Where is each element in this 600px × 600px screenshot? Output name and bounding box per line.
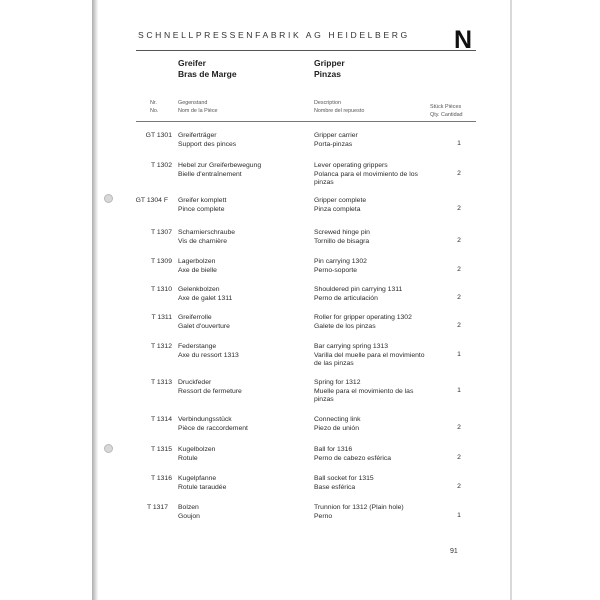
part-name-en: Ball for 1316 bbox=[314, 446, 353, 453]
column-header-desc-es: Nombre del repuesto bbox=[314, 107, 365, 114]
part-number: T 1314 bbox=[150, 416, 172, 423]
column-header-item bbox=[178, 100, 218, 115]
quantity: 2 bbox=[457, 205, 461, 212]
punch-hole bbox=[104, 194, 113, 203]
part-name-es: Muelle para el movimiento de las bbox=[314, 387, 414, 395]
part-name-es2: pinzas bbox=[314, 179, 334, 187]
part-name-de-fr bbox=[178, 314, 298, 331]
part-name-es2: de las pinzas bbox=[314, 360, 354, 368]
column-header-qty-de-fr: Stück Pièces bbox=[430, 104, 462, 110]
quantity: 1 bbox=[457, 512, 461, 519]
part-name-de: Kugelpfanne bbox=[178, 475, 217, 482]
section-letter: N bbox=[454, 26, 473, 54]
part-name-de-fr bbox=[178, 416, 298, 433]
part-name-de: Lagerbolzen bbox=[178, 258, 216, 265]
part-name-es: Tornillo de bisagra bbox=[314, 237, 370, 245]
part-name-en: Roller for gripper operating 1302 bbox=[314, 314, 412, 321]
part-name-es: Perno-soporte bbox=[314, 266, 358, 274]
part-name-de-fr bbox=[178, 286, 298, 303]
title-fr: Bras de Marge bbox=[178, 69, 237, 79]
title-es: Pinzas bbox=[314, 69, 341, 79]
quantity: 2 bbox=[457, 322, 461, 329]
title-en-es bbox=[314, 58, 345, 80]
part-name-de: Bolzen bbox=[178, 504, 199, 511]
part-name-es: Piezo de unión bbox=[314, 424, 359, 432]
column-header-item-fr: Nom de la Pièce bbox=[178, 107, 218, 114]
part-name-de: Kugelbolzen bbox=[178, 446, 216, 453]
part-name-fr: Ressort de fermeture bbox=[178, 387, 242, 395]
part-name-es: Perno de articulación bbox=[314, 294, 378, 302]
column-header-qty-en-es: Qty. Cantidad bbox=[430, 111, 463, 118]
part-name-en: Shouldered pin carrying 1311 bbox=[314, 286, 403, 293]
part-name-en-es bbox=[314, 379, 444, 405]
title-de: Greifer bbox=[178, 58, 206, 68]
part-name-de: Druckfeder bbox=[178, 379, 212, 386]
part-name-es: Perno bbox=[314, 512, 333, 520]
part-name-es2: pinzas bbox=[314, 396, 334, 404]
part-number: T 1309 bbox=[150, 258, 172, 265]
column-header-nr-fr: No. bbox=[150, 107, 159, 114]
part-name-de: Scharnierschraube bbox=[178, 229, 236, 236]
title-de-fr bbox=[178, 58, 237, 80]
column-header-item-de: Gegenstand bbox=[178, 100, 208, 106]
part-number: T 1312 bbox=[150, 343, 172, 350]
header-rule bbox=[136, 50, 476, 51]
part-number: T 1317 bbox=[146, 504, 168, 511]
punch-hole bbox=[104, 444, 113, 453]
part-name-fr: Pièce de raccordement bbox=[178, 424, 248, 432]
quantity: 2 bbox=[457, 170, 461, 177]
part-name-es: Pinza completa bbox=[314, 205, 361, 213]
page-number: 91 bbox=[450, 548, 458, 555]
part-name-de: Gelenkbolzen bbox=[178, 286, 220, 293]
part-number: GT 1301 bbox=[145, 132, 172, 139]
part-name-de-fr bbox=[178, 343, 298, 360]
column-header-description bbox=[314, 100, 364, 115]
part-name-en-es bbox=[314, 314, 444, 331]
column-header-desc-en: Description bbox=[314, 100, 341, 106]
part-name-fr: Axe de bielle bbox=[178, 266, 217, 274]
quantity: 2 bbox=[457, 424, 461, 431]
part-number: GT 1304 F bbox=[135, 197, 168, 204]
page-binding-shadow bbox=[92, 0, 98, 600]
part-name-en-es bbox=[314, 132, 444, 149]
part-name-de-fr bbox=[178, 475, 298, 492]
part-number: T 1313 bbox=[150, 379, 172, 386]
part-name-de-fr bbox=[178, 258, 298, 275]
quantity: 2 bbox=[457, 266, 461, 273]
part-name-en: Pin carrying 1302 bbox=[314, 258, 367, 265]
part-name-de: Greifer komplett bbox=[178, 197, 227, 204]
quantity: 2 bbox=[457, 237, 461, 244]
part-name-es: Varilla del muelle para el movimiento bbox=[314, 351, 425, 359]
quantity: 2 bbox=[457, 454, 461, 461]
part-name-en: Gripper carrier bbox=[314, 132, 358, 139]
part-name-en-es bbox=[314, 504, 444, 521]
part-name-de-fr bbox=[178, 446, 298, 463]
part-name-en: Bar carrying spring 1313 bbox=[314, 343, 389, 350]
quantity: 1 bbox=[457, 351, 461, 358]
part-name-de: Federstange bbox=[178, 343, 217, 350]
part-name-de-fr bbox=[178, 379, 298, 396]
part-name-en: Screwed hinge pin bbox=[314, 229, 370, 236]
column-header-nr bbox=[150, 100, 158, 115]
part-number: T 1311 bbox=[151, 314, 172, 321]
part-name-fr: Rotule taraudée bbox=[178, 483, 227, 491]
part-number: T 1316 bbox=[150, 475, 172, 482]
column-header-nr-de: Nr. bbox=[150, 100, 157, 106]
part-number: T 1315 bbox=[150, 446, 172, 453]
part-name-fr: Axe de galet 1311 bbox=[178, 294, 233, 302]
part-name-en-es bbox=[314, 286, 444, 303]
quantity: 2 bbox=[457, 294, 461, 301]
part-name-de: Hebel zur Greiferbewegung bbox=[178, 162, 262, 169]
part-name-en-es bbox=[314, 475, 444, 492]
part-name-es: Galete de los pinzas bbox=[314, 322, 376, 330]
part-name-en-es bbox=[314, 258, 444, 275]
part-name-de-fr bbox=[178, 229, 298, 246]
part-name-de: Greiferträger bbox=[178, 132, 217, 139]
part-number: T 1307 bbox=[150, 229, 172, 236]
title-en: Gripper bbox=[314, 58, 345, 68]
part-name-fr: Bielle d'entraînement bbox=[178, 170, 242, 178]
part-name-de-fr bbox=[178, 162, 298, 179]
part-name-en: Trunnion for 1312 (Plain hole) bbox=[314, 504, 404, 511]
company-header: SCHNELLPRESSENFABRIK AG HEIDELBERG bbox=[138, 30, 410, 40]
page-edge bbox=[510, 0, 512, 600]
part-name-en-es bbox=[314, 343, 444, 369]
part-name-en: Spring for 1312 bbox=[314, 379, 361, 386]
part-name-en: Ball socket for 1315 bbox=[314, 475, 374, 482]
part-name-de: Greiferrolle bbox=[178, 314, 212, 321]
part-name-de-fr bbox=[178, 504, 298, 521]
column-header-rule bbox=[136, 121, 476, 122]
part-name-de-fr bbox=[178, 132, 298, 149]
quantity: 2 bbox=[457, 483, 461, 490]
part-name-es: Base esférica bbox=[314, 483, 356, 491]
part-name-en-es bbox=[314, 197, 444, 214]
part-name-fr: Rotule bbox=[178, 454, 198, 462]
part-name-es: Porta-pinzas bbox=[314, 140, 353, 148]
part-name-en-es bbox=[314, 416, 444, 433]
quantity: 1 bbox=[457, 140, 461, 147]
part-name-en: Connecting link bbox=[314, 416, 361, 423]
part-name-de: Verbindungsstück bbox=[178, 416, 232, 423]
part-name-en-es bbox=[314, 229, 444, 246]
column-header-qty bbox=[430, 104, 463, 119]
part-name-fr: Pince complete bbox=[178, 205, 225, 213]
part-name-fr: Goujon bbox=[178, 512, 200, 520]
part-name-de-fr bbox=[178, 197, 298, 214]
part-name-fr: Support des pinces bbox=[178, 140, 237, 148]
part-name-en: Lever operating grippers bbox=[314, 162, 388, 169]
part-name-en: Gripper complete bbox=[314, 197, 367, 204]
part-number: T 1310 bbox=[150, 286, 172, 293]
part-name-en-es bbox=[314, 162, 444, 188]
part-name-fr: Galet d'ouverture bbox=[178, 322, 230, 330]
part-number: T 1302 bbox=[150, 162, 172, 169]
quantity: 1 bbox=[457, 387, 461, 394]
part-name-en-es bbox=[314, 446, 444, 463]
part-name-es: Polanca para el movimiento de los bbox=[314, 170, 418, 178]
part-name-es: Perno de cabezo esférica bbox=[314, 454, 392, 462]
part-name-fr: Vis de charnière bbox=[178, 237, 227, 245]
part-name-fr: Axe du ressort 1313 bbox=[178, 351, 239, 359]
